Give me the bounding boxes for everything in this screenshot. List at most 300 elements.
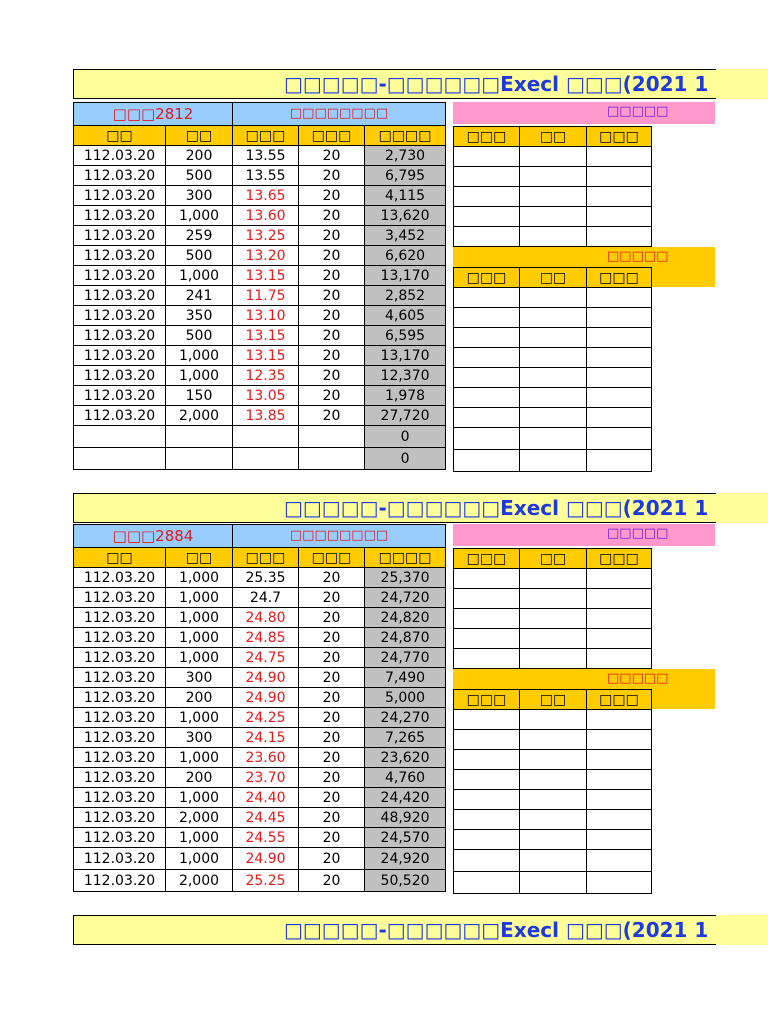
table-row (454, 629, 652, 649)
table-cell: 200 (166, 688, 233, 708)
table-row (74, 186, 446, 206)
section_a-left-table (73, 102, 446, 470)
title-extension (716, 69, 768, 99)
sub-title: □□□□□□□□ (233, 103, 446, 126)
table-cell: 112.03.20 (74, 246, 166, 266)
table-cell (520, 609, 587, 629)
table-row (74, 346, 446, 366)
section-a-title: □□□□□-□□□□□□Execl □□□(2021 1 (73, 69, 716, 99)
table-cell: 200 (166, 146, 233, 166)
table-cell: 13.65 (233, 186, 299, 206)
table-cell: 500 (166, 246, 233, 266)
table-cell (520, 830, 587, 850)
table-cell: 112.03.20 (74, 808, 166, 828)
column-header: □□ (520, 690, 587, 710)
table-cell: 112.03.20 (74, 326, 166, 346)
table-row (454, 308, 652, 328)
table-row (454, 207, 652, 227)
table-cell (454, 187, 520, 207)
table-cell (520, 428, 587, 450)
column-header: □□□ (587, 690, 652, 710)
table-cell: 24.25 (233, 708, 299, 728)
table-row (74, 146, 446, 166)
column-header: □□□ (587, 268, 652, 288)
table-cell: 20 (299, 226, 365, 246)
table-cell: 20 (299, 768, 365, 788)
table-cell (454, 207, 520, 227)
table-cell (587, 187, 652, 207)
table-cell: 112.03.20 (74, 768, 166, 788)
table-cell (520, 589, 587, 609)
table-row (454, 450, 652, 472)
table-row (74, 588, 446, 608)
table-cell: 112.03.20 (74, 828, 166, 848)
table-cell: 20 (299, 206, 365, 226)
table-row (74, 748, 446, 768)
column-header: □□ (520, 549, 587, 569)
column-header: □□□ (587, 127, 652, 147)
table-cell (520, 450, 587, 472)
table-cell: 1,000 (166, 366, 233, 386)
table-row (74, 266, 446, 286)
table-cell: 13,170 (365, 266, 446, 286)
table-cell: 27,720 (365, 406, 446, 426)
table-cell: 1,000 (166, 588, 233, 608)
table-row (74, 206, 446, 226)
section_b-left-table (73, 524, 446, 892)
column-header: □□□ (454, 690, 520, 710)
table-row (74, 628, 446, 648)
table-row (454, 770, 652, 790)
table-cell: 20 (299, 386, 365, 406)
table-row (74, 828, 446, 848)
table-cell (520, 710, 587, 730)
table-cell (587, 710, 652, 730)
column-header: □□□□ (365, 126, 446, 146)
table-cell: 20 (299, 146, 365, 166)
column-header: □□□ (454, 549, 520, 569)
title-extension (716, 493, 768, 523)
stock-label: □□□2884 (74, 525, 233, 548)
section_b-right-table-top (453, 548, 652, 669)
table-cell (520, 770, 587, 790)
table-cell: 20 (299, 608, 365, 628)
table-cell: 20 (299, 186, 365, 206)
table-row (74, 386, 446, 406)
table-cell: 24,420 (365, 788, 446, 808)
table-cell: 24.80 (233, 608, 299, 628)
table-cell: 112.03.20 (74, 608, 166, 628)
table-cell (454, 450, 520, 472)
table-cell (520, 187, 587, 207)
table-cell: 24,570 (365, 828, 446, 848)
stock-label: □□□2812 (74, 103, 233, 126)
table-cell: 112.03.20 (74, 648, 166, 668)
table-cell (520, 288, 587, 308)
table-row (74, 166, 446, 186)
table-cell (587, 428, 652, 450)
table-cell: 13,620 (365, 206, 446, 226)
table-row (454, 408, 652, 428)
table-cell (454, 408, 520, 428)
table-cell (520, 308, 587, 328)
table-cell (520, 167, 587, 187)
table-cell (74, 426, 166, 448)
table-cell (520, 388, 587, 408)
column-header: □□□ (454, 268, 520, 288)
table-cell (587, 569, 652, 589)
table-row (454, 388, 652, 408)
section_b-right-table-bottom (453, 689, 652, 894)
table-cell: 112.03.20 (74, 748, 166, 768)
table-cell: 6,620 (365, 246, 446, 266)
table-cell: 0 (365, 448, 446, 470)
table-cell: 24,720 (365, 588, 446, 608)
table-cell: 20 (299, 728, 365, 748)
table-cell: 24.75 (233, 648, 299, 668)
table-cell: 112.03.20 (74, 728, 166, 748)
table-cell: 2,852 (365, 286, 446, 306)
table-row (74, 448, 446, 470)
table-cell (587, 207, 652, 227)
table-cell: 20 (299, 870, 365, 892)
section_a-right-table-top (453, 126, 652, 247)
table-cell: 20 (299, 568, 365, 588)
table-cell (587, 227, 652, 247)
table-cell: 13.85 (233, 406, 299, 426)
table-cell: 112.03.20 (74, 588, 166, 608)
table-row (454, 872, 652, 894)
right-mid-title: □□□□□ (453, 247, 715, 287)
table-cell: 13.10 (233, 306, 299, 326)
table-cell: 350 (166, 306, 233, 326)
table-row (74, 848, 446, 870)
table-cell: 1,000 (166, 568, 233, 588)
table-row (74, 668, 446, 688)
table-cell: 12,370 (365, 366, 446, 386)
table-cell (520, 810, 587, 830)
column-header: □□ (520, 268, 587, 288)
table-cell: 20 (299, 406, 365, 426)
table-cell: 150 (166, 386, 233, 406)
table-cell: 1,000 (166, 708, 233, 728)
table-cell: 112.03.20 (74, 848, 166, 870)
table-cell (587, 167, 652, 187)
table-cell: 20 (299, 708, 365, 728)
table-row (454, 730, 652, 750)
table-cell: 1,000 (166, 206, 233, 226)
table-cell (454, 288, 520, 308)
table-cell (520, 872, 587, 894)
table-cell: 112.03.20 (74, 166, 166, 186)
table-cell: 112.03.20 (74, 708, 166, 728)
table-cell: 112.03.20 (74, 386, 166, 406)
table-cell: 24.45 (233, 808, 299, 828)
table-cell: 20 (299, 366, 365, 386)
table-cell: 13.60 (233, 206, 299, 226)
table-cell: 24.40 (233, 788, 299, 808)
table-cell: 112.03.20 (74, 788, 166, 808)
table-cell (454, 750, 520, 770)
table-cell: 2,000 (166, 808, 233, 828)
column-header: □□ (166, 126, 233, 146)
table-cell: 112.03.20 (74, 206, 166, 226)
table-row (454, 348, 652, 368)
table-cell (587, 750, 652, 770)
column-header: □□□ (454, 127, 520, 147)
table-cell: 4,115 (365, 186, 446, 206)
table-cell: 13.15 (233, 326, 299, 346)
table-cell: 23.60 (233, 748, 299, 768)
table-cell (454, 569, 520, 589)
table-cell: 1,000 (166, 828, 233, 848)
table-cell (520, 227, 587, 247)
table-cell: 24,920 (365, 848, 446, 870)
table-row (454, 368, 652, 388)
table-cell (454, 167, 520, 187)
table-cell: 20 (299, 688, 365, 708)
column-header: □□ (74, 126, 166, 146)
table-cell: 4,605 (365, 306, 446, 326)
table-cell: 112.03.20 (74, 146, 166, 166)
right-top-title: □□□□□ (453, 524, 715, 546)
table-cell (454, 830, 520, 850)
column-header: □□ (74, 548, 166, 568)
table-cell: 24.15 (233, 728, 299, 748)
table-cell (454, 872, 520, 894)
table-row (454, 589, 652, 609)
table-cell: 1,000 (166, 848, 233, 870)
table-cell (233, 448, 299, 470)
table-cell: 259 (166, 226, 233, 246)
table-cell: 241 (166, 286, 233, 306)
table-cell: 25.25 (233, 870, 299, 892)
table-cell (454, 348, 520, 368)
table-row (454, 850, 652, 872)
table-row (74, 688, 446, 708)
table-cell: 24.90 (233, 668, 299, 688)
table-cell (587, 147, 652, 167)
table-cell (454, 790, 520, 810)
table-cell: 6,795 (365, 166, 446, 186)
table-cell: 200 (166, 768, 233, 788)
table-row (454, 288, 652, 308)
table-cell: 112.03.20 (74, 568, 166, 588)
table-cell: 13.55 (233, 166, 299, 186)
table-cell: 112.03.20 (74, 286, 166, 306)
table-cell (587, 850, 652, 872)
table-row (74, 608, 446, 628)
table-cell (454, 428, 520, 450)
table-cell (587, 872, 652, 894)
table-row (454, 187, 652, 207)
table-cell: 20 (299, 326, 365, 346)
table-cell: 24,870 (365, 628, 446, 648)
table-cell (454, 810, 520, 830)
table-cell (587, 730, 652, 750)
table-cell: 24,820 (365, 608, 446, 628)
table-cell (587, 649, 652, 669)
table-row (74, 246, 446, 266)
table-cell: 6,595 (365, 326, 446, 346)
table-row (454, 167, 652, 187)
table-cell: 23,620 (365, 748, 446, 768)
table-row (74, 870, 446, 892)
table-row (74, 768, 446, 788)
table-cell: 48,920 (365, 808, 446, 828)
table-row (74, 708, 446, 728)
table-cell (454, 770, 520, 790)
column-header: □□ (520, 127, 587, 147)
table-row (454, 227, 652, 247)
table-cell: 13.05 (233, 386, 299, 406)
table-row (74, 306, 446, 326)
table-cell (520, 850, 587, 872)
column-header: □□□ (587, 549, 652, 569)
table-cell (454, 589, 520, 609)
table-cell: 300 (166, 728, 233, 748)
table-cell: 20 (299, 748, 365, 768)
table-cell: 13,170 (365, 346, 446, 366)
section_a-right-table-bottom (453, 267, 652, 472)
table-row (454, 810, 652, 830)
table-cell (520, 328, 587, 348)
table-cell: 13.20 (233, 246, 299, 266)
table-cell: 300 (166, 668, 233, 688)
table-cell (520, 368, 587, 388)
table-cell (587, 288, 652, 308)
table-cell: 20 (299, 668, 365, 688)
table-cell (587, 450, 652, 472)
table-cell: 20 (299, 246, 365, 266)
table-cell: 11.75 (233, 286, 299, 306)
table-cell: 24.90 (233, 688, 299, 708)
table-cell: 24.55 (233, 828, 299, 848)
table-row (74, 808, 446, 828)
table-cell (74, 448, 166, 470)
table-cell (454, 368, 520, 388)
table-cell: 50,520 (365, 870, 446, 892)
table-cell: 0 (365, 426, 446, 448)
table-cell: 300 (166, 186, 233, 206)
table-cell: 24.7 (233, 588, 299, 608)
table-cell: 112.03.20 (74, 186, 166, 206)
table-row (454, 147, 652, 167)
table-cell: 24,770 (365, 648, 446, 668)
table-row (454, 328, 652, 348)
table-cell: 20 (299, 588, 365, 608)
table-cell: 500 (166, 166, 233, 186)
table-cell (454, 730, 520, 750)
table-cell: 112.03.20 (74, 628, 166, 648)
table-cell (587, 810, 652, 830)
table-cell: 20 (299, 266, 365, 286)
table-cell (454, 649, 520, 669)
table-cell: 1,000 (166, 346, 233, 366)
table-cell: 1,000 (166, 648, 233, 668)
table-cell: 13.25 (233, 226, 299, 246)
table-cell: 20 (299, 166, 365, 186)
table-cell (454, 147, 520, 167)
table-cell: 1,000 (166, 748, 233, 768)
table-cell (454, 308, 520, 328)
table-cell (587, 408, 652, 428)
table-cell: 112.03.20 (74, 668, 166, 688)
table-row (454, 428, 652, 450)
table-cell: 112.03.20 (74, 226, 166, 246)
table-cell: 13.55 (233, 146, 299, 166)
table-cell (520, 408, 587, 428)
table-cell (520, 790, 587, 810)
table-cell: 4,760 (365, 768, 446, 788)
title-extension (716, 915, 768, 945)
table-cell: 3,452 (365, 226, 446, 246)
table-cell (587, 328, 652, 348)
table-cell: 20 (299, 286, 365, 306)
table-cell: 2,000 (166, 870, 233, 892)
table-cell (454, 629, 520, 649)
table-cell: 24.85 (233, 628, 299, 648)
table-cell: 12.35 (233, 366, 299, 386)
table-cell: 112.03.20 (74, 870, 166, 892)
table-cell (587, 348, 652, 368)
table-cell (166, 426, 233, 448)
table-cell: 20 (299, 848, 365, 870)
right-mid-title: □□□□□ (453, 669, 715, 709)
table-row (74, 426, 446, 448)
table-cell (299, 448, 365, 470)
table-cell (587, 790, 652, 810)
section-c-title: □□□□□-□□□□□□Execl □□□(2021 1 (73, 915, 716, 945)
table-cell: 24.90 (233, 848, 299, 870)
table-cell (587, 629, 652, 649)
table-row (454, 830, 652, 850)
table-cell (520, 207, 587, 227)
table-cell: 20 (299, 306, 365, 326)
table-row (74, 286, 446, 306)
table-cell: 1,000 (166, 608, 233, 628)
table-row (454, 710, 652, 730)
column-header: □□□ (233, 126, 299, 146)
table-cell: 20 (299, 346, 365, 366)
table-cell: 2,000 (166, 406, 233, 426)
column-header: □□□ (299, 126, 365, 146)
table-cell: 112.03.20 (74, 688, 166, 708)
table-cell: 112.03.20 (74, 306, 166, 326)
table-cell (454, 388, 520, 408)
table-cell (454, 609, 520, 629)
table-row (74, 728, 446, 748)
table-cell: 13.15 (233, 266, 299, 286)
table-cell: 1,978 (365, 386, 446, 406)
table-cell (166, 448, 233, 470)
table-cell: 112.03.20 (74, 266, 166, 286)
table-cell: 20 (299, 648, 365, 668)
table-cell: 500 (166, 326, 233, 346)
table-cell: 25,370 (365, 568, 446, 588)
table-cell (520, 750, 587, 770)
table-cell: 20 (299, 828, 365, 848)
table-row (454, 750, 652, 770)
table-cell: 2,730 (365, 146, 446, 166)
table-cell: 13.15 (233, 346, 299, 366)
table-cell: 7,490 (365, 668, 446, 688)
table-cell (454, 328, 520, 348)
table-cell (299, 426, 365, 448)
table-cell (233, 426, 299, 448)
table-cell (587, 830, 652, 850)
table-cell (587, 609, 652, 629)
